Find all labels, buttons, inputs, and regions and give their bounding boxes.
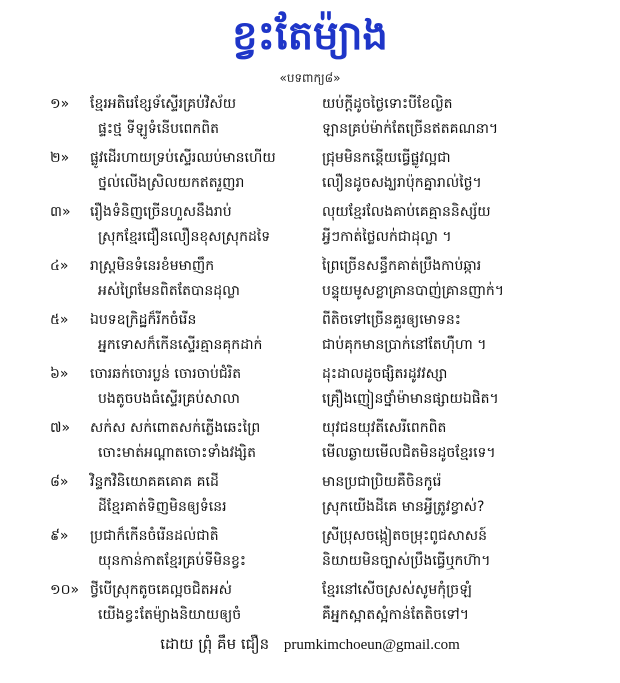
stanza <box>0 92 620 146</box>
hemistich-left: រាស្ត្រមិនទំនេរខំមមាញឹក <box>90 258 215 274</box>
hemistich-left: បងតូចបងធំស្ទើរគ្រប់សាលា <box>98 391 240 407</box>
hemistich-right: ស្រុកយើងដីគេ មានអ្វីត្រូវខ្វាស់? <box>322 499 485 515</box>
hemistich-left: ថ្វីបើស្រុកតូចគេល្អចជិតអស់ <box>90 582 232 598</box>
verse-line <box>0 578 620 603</box>
hemistich-left: ខ្មែរអតិរេខ្សែទ័ស្ទើរគ្រប់វិស័យ <box>90 96 237 112</box>
hemistich-right: ជ្រុមមិនកន្តើយធ្វើផ្លូវល្អជា <box>322 150 451 166</box>
verse-line <box>0 416 620 441</box>
stanza <box>0 200 620 254</box>
hemistich-left: អស់ព្រៃមែនពិតតែបានដុល្លា <box>98 283 240 299</box>
verse-line <box>0 92 620 117</box>
hemistich-right: គ្រឿងញៀនថ្នាំម៉ាមានផ្សាយឯផិត។ <box>322 391 499 407</box>
verse-line <box>0 279 620 304</box>
hemistich-left: ផ្លូវដើរហាយទ្រប់ស្ទើរឈប់មានហើយ <box>90 150 276 166</box>
stanza <box>0 308 620 362</box>
verse-line <box>0 495 620 520</box>
stanza-number: ៤» <box>50 258 69 274</box>
hemistich-left: រឿងទំនិញច្រើនហួសនឹងរាប់ <box>90 204 232 220</box>
hemistich-right: ដុះដាលដូចផ្សិតរដូវវស្សា <box>322 366 448 382</box>
verse-line <box>0 200 620 225</box>
hemistich-left: ដីខ្មែរគាត់ទិញមិនឲ្យទំនេរ <box>98 499 227 515</box>
verse-line <box>0 117 620 142</box>
hemistich-left: ថ្នល់លើងស្រិលយកឥតរួញរា <box>98 175 245 191</box>
hemistich-right: លុយខ្មែរលែងគាប់គេគ្មាននិស្ស័យ <box>322 204 491 220</box>
author-name: ដោយ ព្រុំ គឹម ជឿន <box>160 635 270 653</box>
hemistich-left: ផ្ទះថ្ម ទីឡូទំនើបពេកពិត <box>98 121 220 137</box>
stanza <box>0 146 620 200</box>
hemistich-right: បន្ទុយមូសខ្លាគ្រានបាញ់គ្រានញាក់។ <box>322 283 504 299</box>
verse-line <box>0 362 620 387</box>
hemistich-left: អ្នកទោសក៏កើនស្ទើរគ្មានគុកដាក់ <box>98 337 263 353</box>
verse-line <box>0 470 620 495</box>
stanza-number: ៣» <box>50 204 71 220</box>
hemistich-right: គឺអ្នកស្អាតស្អំកាន់តែតិចទៅ។ <box>322 607 469 623</box>
hemistich-right: យុវជនយុវតីសេរីពេកពិត <box>322 420 447 436</box>
stanza <box>0 524 620 578</box>
byline <box>0 635 620 657</box>
stanza <box>0 416 620 470</box>
hemistich-right: មានប្រជាប្រិយគឺចិនកូរ៉េ <box>322 474 442 490</box>
hemistich-right: យប់ក្តីដូចថ្ងៃទោះបីខែល្ងិត <box>322 96 453 112</box>
stanza-number: ១» <box>50 96 70 112</box>
poem-body <box>0 92 620 632</box>
hemistich-left: យើងខ្វះតែម៉្យាងនិយាយឲ្យចំ <box>98 607 242 623</box>
stanza <box>0 470 620 524</box>
stanza-number: ២» <box>50 150 70 166</box>
hemistich-right: លឿនដូចសង្ឃរាប៉ុកគ្នារាល់ថ្ងៃ។ <box>322 175 482 191</box>
stanza <box>0 362 620 416</box>
hemistich-right: និយាយមិនច្បាស់ប្រឹងធ្វើឬកហ៊ា។ <box>322 553 491 569</box>
hemistich-right: ឡានគ្រប់ម៉ាក់តែច្រើនឥតគណនា។ <box>322 121 499 137</box>
hemistich-right: ស្រីប្រុសចង្កៀតចម្រុះពូជសាសន៍ <box>322 528 488 544</box>
verse-line <box>0 171 620 196</box>
verse-line <box>0 333 620 358</box>
stanza <box>0 254 620 308</box>
hemistich-right: អ្វីៗកាត់ថ្លៃលក់ជាដុល្លា ។ <box>322 229 452 245</box>
verse-line <box>0 524 620 549</box>
stanza <box>0 578 620 632</box>
hemistich-right: មើលឆ្ងាយមើលជិតមិនដូចខ្មែរទេ។ <box>322 445 496 461</box>
hemistich-right: ពីតិចទៅច្រើនគួរឲ្យមោទនះ <box>322 312 461 328</box>
stanza-number: ៧» <box>50 420 71 436</box>
verse-line <box>0 254 620 279</box>
hemistich-left: ស្រុកខ្មែរជឿនលឿនខុសស្រុកដទៃ <box>98 229 271 245</box>
verse-line <box>0 441 620 466</box>
verse-line <box>0 603 620 628</box>
hemistich-left: យុនកាន់កាតខ្មែរគ្រប់ទីមិនខ្វះ <box>98 553 247 569</box>
hemistich-left: ចោះមាត់អណ្តាតចោះទាំងវង្សិត <box>98 445 256 461</box>
author-email: prumkimchoeun@gmail.com <box>283 637 460 653</box>
hemistich-left: ឯបទឧក្រិដ្ឋក៏រីកចំរើន <box>90 312 197 328</box>
hemistich-left: ប្រជាក៏កើនចំរើនដល់ជាតិ <box>90 528 219 544</box>
verse-line <box>0 146 620 171</box>
stanza-number: ៨» <box>50 474 69 490</box>
hemistich-right: ជាប់គុកមានប្រាក់នៅតែហ៊ឺហា ។ <box>322 337 487 353</box>
poem-title: ខ្វះតែម៉្យាង <box>232 13 388 59</box>
hemistich-left: វិន្ទកវិនិយោគគគោគ គដើ <box>90 474 219 490</box>
verse-line <box>0 549 620 574</box>
stanza-number: ១០» <box>50 582 80 598</box>
verse-line <box>0 308 620 333</box>
hemistich-left: សក់ស សក់ពោតសក់ភ្លើងឆេះព្រៃ <box>90 420 261 436</box>
verse-line <box>0 387 620 412</box>
hemistich-right: ខ្មែរនៅសើចស្រស់សូមកុំច្រឡំ <box>322 582 472 598</box>
verse-line <box>0 225 620 250</box>
hemistich-left: ចោរឆក់ចោរប្លន់ ចោរចាប់ជំរិត <box>90 366 242 382</box>
poem-meter-subtitle: «បទពាក្យ៨» <box>279 71 341 85</box>
stanza-number: ៥» <box>50 312 69 328</box>
stanza-number: ៦» <box>50 366 69 382</box>
hemistich-right: ព្រៃច្រើនសន្ធឹកគាត់ប្រឹងកាប់ឆ្ការ <box>322 258 482 274</box>
stanza-number: ៩» <box>50 528 69 544</box>
